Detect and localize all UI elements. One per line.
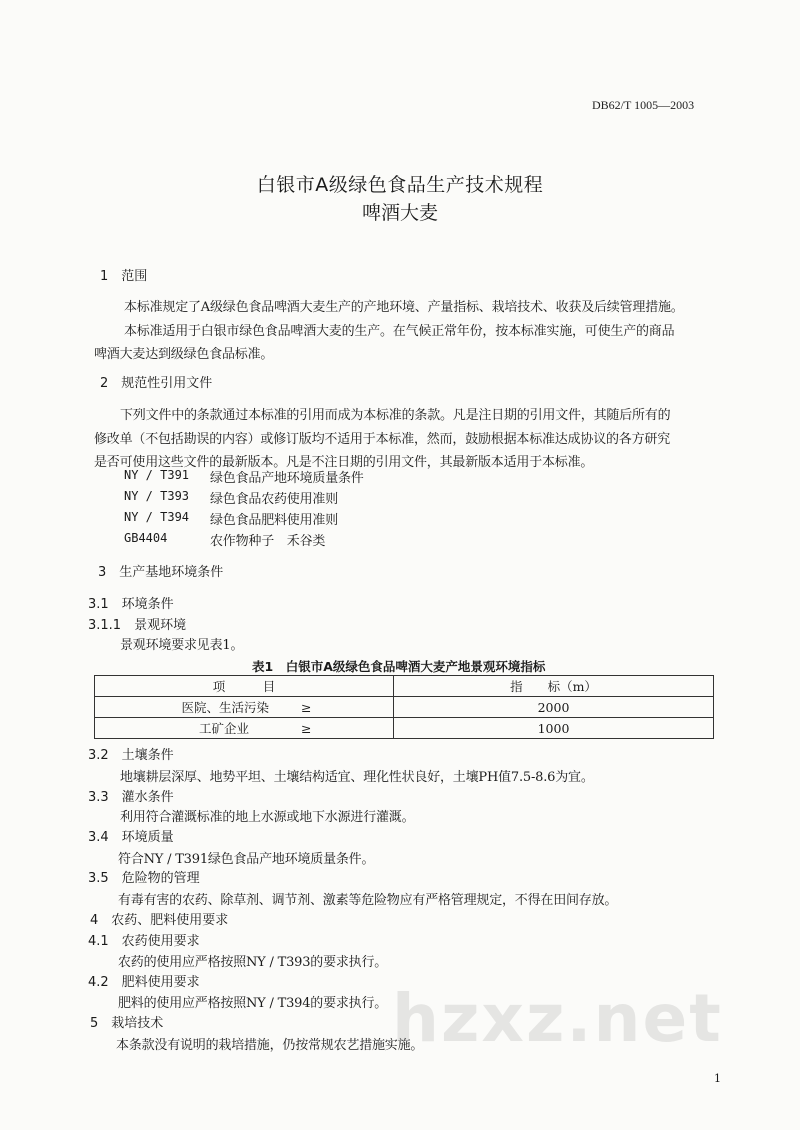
ref-code: GB4404 — [124, 531, 168, 545]
ref-code: NY / T393 — [124, 489, 190, 503]
section-3-1-1-text: 景观环境要求见表1。 — [120, 638, 244, 653]
landscape-index-table — [94, 675, 714, 739]
table-header-index: 指 标（m） — [394, 676, 714, 697]
section-3-2-heading: 3.2 土壤条件 — [88, 748, 174, 763]
section-3-heading: 3 生产基地环境条件 — [98, 565, 224, 580]
document-subtitle: 啤酒大麦 — [361, 202, 438, 224]
section-4-1-text: 农药的使用应严格按照NY / T393的要求执行。 — [118, 955, 388, 970]
table-header-item: 项 目 — [95, 676, 394, 697]
section-3-1-1-heading: 3.1.1 景观环境 — [88, 618, 187, 633]
section-4-heading: 4 农药、肥料使用要求 — [90, 913, 229, 928]
section-3-4-heading: 3.4 环境质量 — [88, 830, 174, 845]
ref-code: NY / T394 — [124, 510, 190, 524]
section-3-4-text: 符合NY / T391绿色食品产地环境质量条件。 — [118, 852, 375, 867]
section-3-5-heading: 3.5 危险物的管理 — [88, 871, 200, 886]
section-3-1-heading: 3.1 环境条件 — [88, 597, 174, 612]
section-3-3-text: 利用符合灌溉标准的地上水源或地下水源进行灌溉。 — [120, 810, 415, 825]
section-4-2-heading: 4.2 肥料使用要求 — [88, 975, 200, 990]
section-2-para-a: 下列文件中的条款通过本标准的引用而成为本标准的条款。凡是注日期的引用文件，其随后所有的 — [120, 408, 671, 423]
ref-name: 绿色食品肥料使用准则 — [210, 513, 339, 528]
table-cell-item — [95, 697, 394, 718]
ref-name: 绿色食品产地环境质量条件 — [210, 471, 364, 486]
document-title: 白银市A级绿色食品生产技术规程 — [256, 174, 544, 196]
section-1-heading: 1 范围 — [100, 269, 148, 284]
table-item-operator: ≥ — [300, 721, 312, 736]
table-caption: 表1 白银市A级绿色食品啤酒大麦产地景观环境指标 — [252, 659, 546, 674]
section-1-para-1: 本标准规定了A级绿色食品啤酒大麦生产的产地环境、产量指标、栽培技术、收获及后续管理措施。 — [124, 300, 684, 315]
table-cell-item — [95, 718, 394, 739]
table-item-label: 工矿企业 — [198, 721, 249, 736]
table-item-label: 医院、生活污染 — [181, 700, 269, 715]
section-1-para-2b: 啤酒大麦达到级绿色食品标准。 — [94, 347, 274, 362]
section-2-para-c: 是否可使用这些文件的最新版本。凡是不注日期的引用文件，其最新版本适用于本标准。 — [94, 455, 594, 470]
ref-code: NY / T391 — [124, 468, 190, 482]
table-cell-value: 1000 — [394, 718, 714, 739]
section-2-para-b: 修改单（不包括勘误的内容）或修订版均不适用于本标准，然而，鼓励根据本标准达成协议的各方研究 — [94, 432, 671, 447]
table-cell-value: 2000 — [394, 697, 714, 718]
section-3-2-text: 地壤耕层深厚、地势平坦、土壤结构适宜、理化性状良好，土壤PH值7.5-8.6为宜。 — [120, 770, 594, 785]
section-4-2-text: 肥料的使用应严格按照NY / T394的要求执行。 — [118, 996, 388, 1011]
section-2-heading: 2 规范性引用文件 — [100, 376, 213, 391]
table-row — [95, 697, 714, 718]
ref-name: 绿色食品农药使用准则 — [210, 492, 339, 507]
section-4-1-heading: 4.1 农药使用要求 — [88, 934, 200, 949]
section-3-5-text: 有毒有害的农药、除草剂、调节剂、激素等危险物应有严格管理规定，不得在田间存放。 — [118, 893, 618, 908]
section-1-para-2a: 本标准适用于白银市绿色食品啤酒大麦的生产。在气候正常年份，按本标准实施，可使生产的商品 — [124, 324, 675, 339]
table-item-operator: ≥ — [300, 700, 312, 715]
table-header-row — [95, 676, 714, 697]
section-5-text: 本条款没有说明的栽培措施，仍按常规农艺措施实施。 — [116, 1038, 424, 1053]
watermark: hzxz.net — [392, 980, 723, 1057]
page-number: 1 — [714, 1072, 721, 1085]
section-5-heading: 5 栽培技术 — [90, 1016, 164, 1031]
standard-code: DB62/T 1005—2003 — [592, 98, 695, 112]
table-row — [95, 718, 714, 739]
section-3-3-heading: 3.3 灌水条件 — [88, 790, 174, 805]
ref-name: 农作物种子 禾谷类 — [210, 534, 326, 549]
